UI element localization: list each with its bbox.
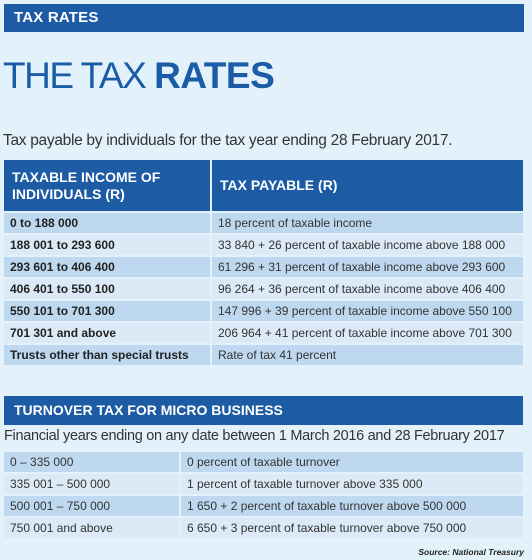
turnover-tax: 1 650 + 2 percent of taxable turnover above 500 000 — [180, 495, 523, 517]
title-light: THE TAX — [3, 55, 155, 96]
column-header-income: TAXABLE INCOME OF INDIVIDUALS (R) — [4, 160, 211, 212]
tax-payable: 18 percent of taxable income — [211, 212, 523, 234]
page-title — [3, 56, 274, 96]
tax-rates-table — [4, 160, 523, 365]
turnover-tax-caption: Financial years ending on any date between 1 March 2016 and 28 February 2017 — [4, 428, 505, 444]
table-row — [4, 344, 523, 365]
turnover-bracket: 0 – 335 000 — [4, 451, 180, 473]
tax-table-caption: Tax payable by individuals for the tax year ending 28 February 2017. — [3, 132, 453, 149]
tax-payable: Rate of tax 41 percent — [211, 344, 523, 365]
turnover-tax-heading: TURNOVER TAX FOR MICRO BUSINESS — [4, 396, 523, 425]
table-row — [4, 495, 523, 517]
income-bracket: 550 101 to 701 300 — [4, 300, 211, 322]
table-row — [4, 212, 523, 234]
turnover-tax: 1 percent of taxable turnover above 335 000 — [180, 473, 523, 495]
income-bracket: 188 001 to 293 600 — [4, 234, 211, 256]
title-bold: RATES — [154, 55, 275, 96]
section-tab: TAX RATES — [4, 4, 524, 32]
income-bracket: 701 301 and above — [4, 322, 211, 344]
turnover-bracket: 750 001 and above — [4, 517, 180, 538]
tax-payable: 206 964 + 41 percent of taxable income above 701 300 — [211, 322, 523, 344]
turnover-tax: 6 650 + 3 percent of taxable turnover above 750 000 — [180, 517, 523, 538]
tax-payable: 147 996 + 39 percent of taxable income above 550 100 — [211, 300, 523, 322]
turnover-bracket: 335 001 – 500 000 — [4, 473, 180, 495]
table-row — [4, 300, 523, 322]
table-row — [4, 322, 523, 344]
income-bracket: Trusts other than special trusts — [4, 344, 211, 365]
table-row — [4, 278, 523, 300]
table-row — [4, 234, 523, 256]
table-header-row — [4, 160, 523, 212]
turnover-tax-table — [4, 450, 523, 538]
table-row — [4, 451, 523, 473]
tax-payable: 33 840 + 26 percent of taxable income above 188 000 — [211, 234, 523, 256]
tax-payable: 96 264 + 36 percent of taxable income above 406 400 — [211, 278, 523, 300]
income-bracket: 0 to 188 000 — [4, 212, 211, 234]
table-row — [4, 473, 523, 495]
income-bracket: 406 401 to 550 100 — [4, 278, 211, 300]
table-row — [4, 256, 523, 278]
income-bracket: 293 601 to 406 400 — [4, 256, 211, 278]
source-credit: Source: National Treasury — [418, 547, 524, 557]
turnover-bracket: 500 001 – 750 000 — [4, 495, 180, 517]
column-header-tax-payable: TAX PAYABLE (R) — [211, 160, 523, 212]
tax-payable: 61 296 + 31 percent of taxable income above 293 600 — [211, 256, 523, 278]
turnover-tax: 0 percent of taxable turnover — [180, 451, 523, 473]
table-row — [4, 517, 523, 538]
